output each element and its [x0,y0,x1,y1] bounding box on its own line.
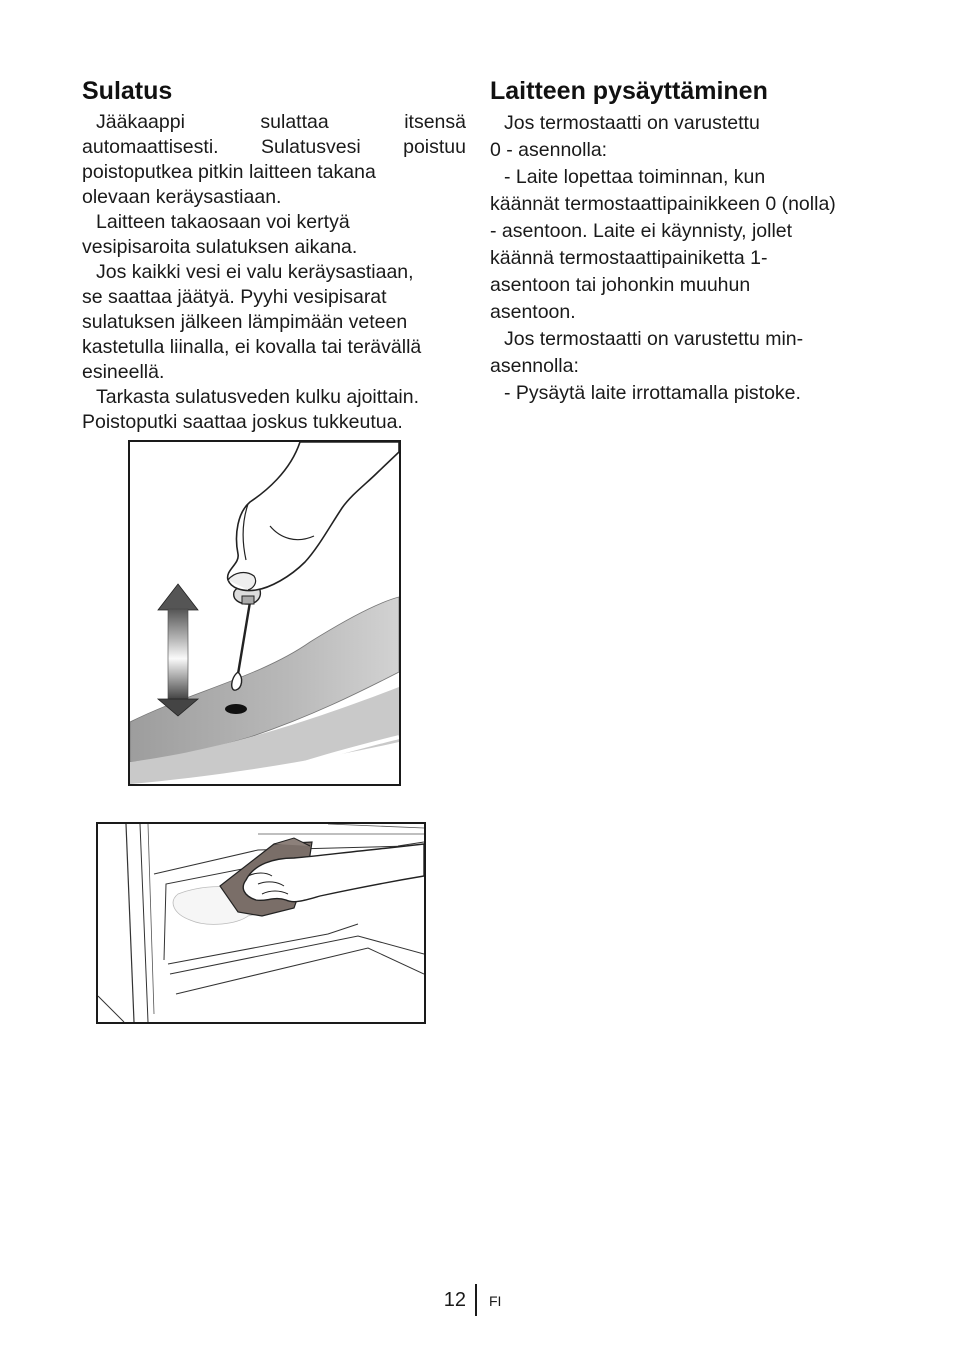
text-line: olevaan keräysastiaan. [82,186,282,208]
defrost-section [82,76,466,435]
text-line: käännät termostaattipainikkeen 0 (nolla) [490,193,836,215]
drain-cleaning-illustration [128,440,401,786]
text-line: kastetulla liinalla, ei kovalla tai terävällä [82,336,422,358]
page-footer [0,1284,954,1318]
drain-hole [225,704,247,714]
text-line: asentoon tai johonkin muuhun [490,274,751,296]
text-line: - Laite lopettaa toiminnan, kun [504,166,766,188]
text-line: Poistoputki saattaa joskus tukkeutua. [82,411,403,433]
text-line: Jääkaappi sulattaa itsensä [96,111,466,133]
page-number: 12 [443,1289,466,1311]
defrost-heading: Sulatus [82,77,173,105]
defrost-text [82,110,466,435]
wiping-illustration [96,822,426,1024]
text-line: poistoputkea pitkin laitteen takana [82,161,376,183]
drain-cleaning-drawing [130,442,399,784]
language-code: FI [489,1293,502,1309]
hand [228,442,399,591]
text-line: Laitteen takaosaan voi kertyä [96,211,350,233]
text-line: esineellä. [82,361,165,383]
text-line: Tarkasta sulatusveden kulku ajoittain. [96,386,420,408]
footer-divider [475,1284,477,1316]
text-line: vesipisaroita sulatuksen aikana. [82,236,358,258]
stopping-section [490,76,886,407]
text-line: käännä termostaattipainiketta 1- [490,247,768,269]
text-line: sulatuksen jälkeen lämpimään veteen [82,311,408,333]
cleaning-tool [238,602,250,674]
text-line: Jos kaikki vesi ei valu keräysastiaan, [96,261,414,283]
stopping-heading: Laitteen pysäyttäminen [490,77,768,105]
text-line: asennolla: [490,355,579,377]
text-line: se saattaa jäätyä. Pyyhi vesipisarat [82,286,387,308]
text-line: - Pysäytä laite irrottamalla pistoke. [504,382,801,404]
stopping-text [490,110,886,407]
text-line: - asentoon. Laite ei käynnisty, jollet [490,220,793,242]
text-line: automaattisesti. Sulatusvesi poistuu [82,136,466,158]
text-line: Jos termostaatti on varustettu [504,112,760,134]
wiping-drawing [98,824,424,1022]
text-line: 0 - asennolla: [490,139,608,161]
text-line: asentoon. [490,301,576,323]
text-line: Jos termostaatti on varustettu min- [504,328,804,350]
